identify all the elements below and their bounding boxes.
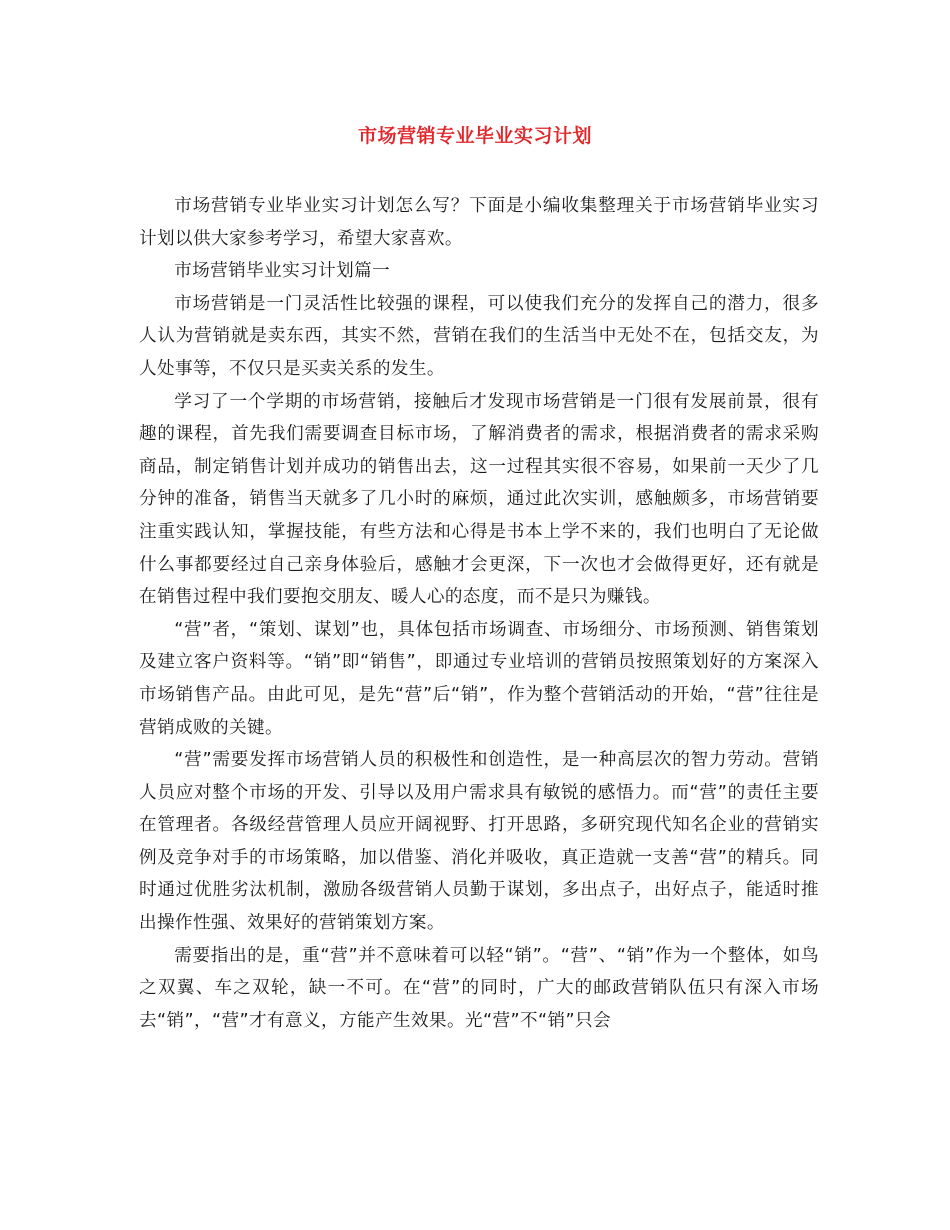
paragraph: “营”者，“策划、谋划”也，具体包括市场调查、市场细分、市场预测、销售策划及建立客户资料等。“销”即“销售”，即通过专业培训的营销员按照策划好的方案深入市场销售产品。由此可见，是先“营”后“销”，作为整个营销活动的开始，“营”往往是营销成败的关键。: [139, 619, 819, 738]
paragraph-intro: 市场营销专业毕业实习计划怎么写？下面是小编收集整理关于市场营销毕业实习计划以供大家参考学习，希望大家喜欢。: [139, 196, 819, 249]
paragraph: 需要指出的是，重“营”并不意味着可以轻“销”。“营”、“销”作为一个整体，如鸟之双翼、车之双轮，缺一不可。在“营”的同时，广大的邮政营销队伍只有深入市场去“销”，“营”才有意义，方能产生效果。光“营”不“销”只会: [139, 945, 819, 1031]
paragraph: “营”需要发挥市场营销人员的积极性和创造性，是一种高层次的智力劳动。营销人员应对整个市场的开发、引导以及用户需求具有敏锐的感悟力。而“营”的责任主要在管理者。各级经营管理人员应开阔视野、打开思路，多研究现代知名企业的营销实例及竞争对手的市场策略，加以借鉴、消化并吸收，真正造就一支善“营”的精兵。同时通过优胜劣汰机制，激励各级营销人员勤于谋划，多出点子，出好点子，能适时推出操作性强、效果好的营销策划方案。: [139, 750, 819, 934]
section-heading: 市场营销毕业实习计划篇一: [174, 261, 391, 282]
document-title: 市场营销专业毕业实习计划: [357, 125, 592, 147]
paragraph: 学习了一个学期的市场营销，接触后才发现市场营销是一门很有发展前景，很有趣的课程，首先我们需要调查目标市场，了解消费者的需求，根据消费者的需求采购商品，制定销售计划并成功的销售出去，这一过程其实很不容易，如果前一天少了几分钟的准备，销售当天就多了几小时的麻烦，通过此次实训，感触颇多，市场营销要注重实践认知，掌握技能，有些方法和心得是书本上学不来的，我们也明白了无论做什么事都要经过自己亲身体验后，感触才会更深，下一次也才会做得更好，还有就是在销售过程中我们要抱交朋友、暖人心的态度，而不是只为赚钱。: [139, 391, 819, 608]
paragraph: 市场营销是一门灵活性比较强的课程，可以使我们充分的发挥自己的潜力，很多人认为营销就是卖东西，其实不然，营销在我们的生活当中无处不在，包括交友，为人处事等，不仅只是买卖关系的发生。: [139, 293, 819, 379]
document-body: [139, 190, 819, 1037]
